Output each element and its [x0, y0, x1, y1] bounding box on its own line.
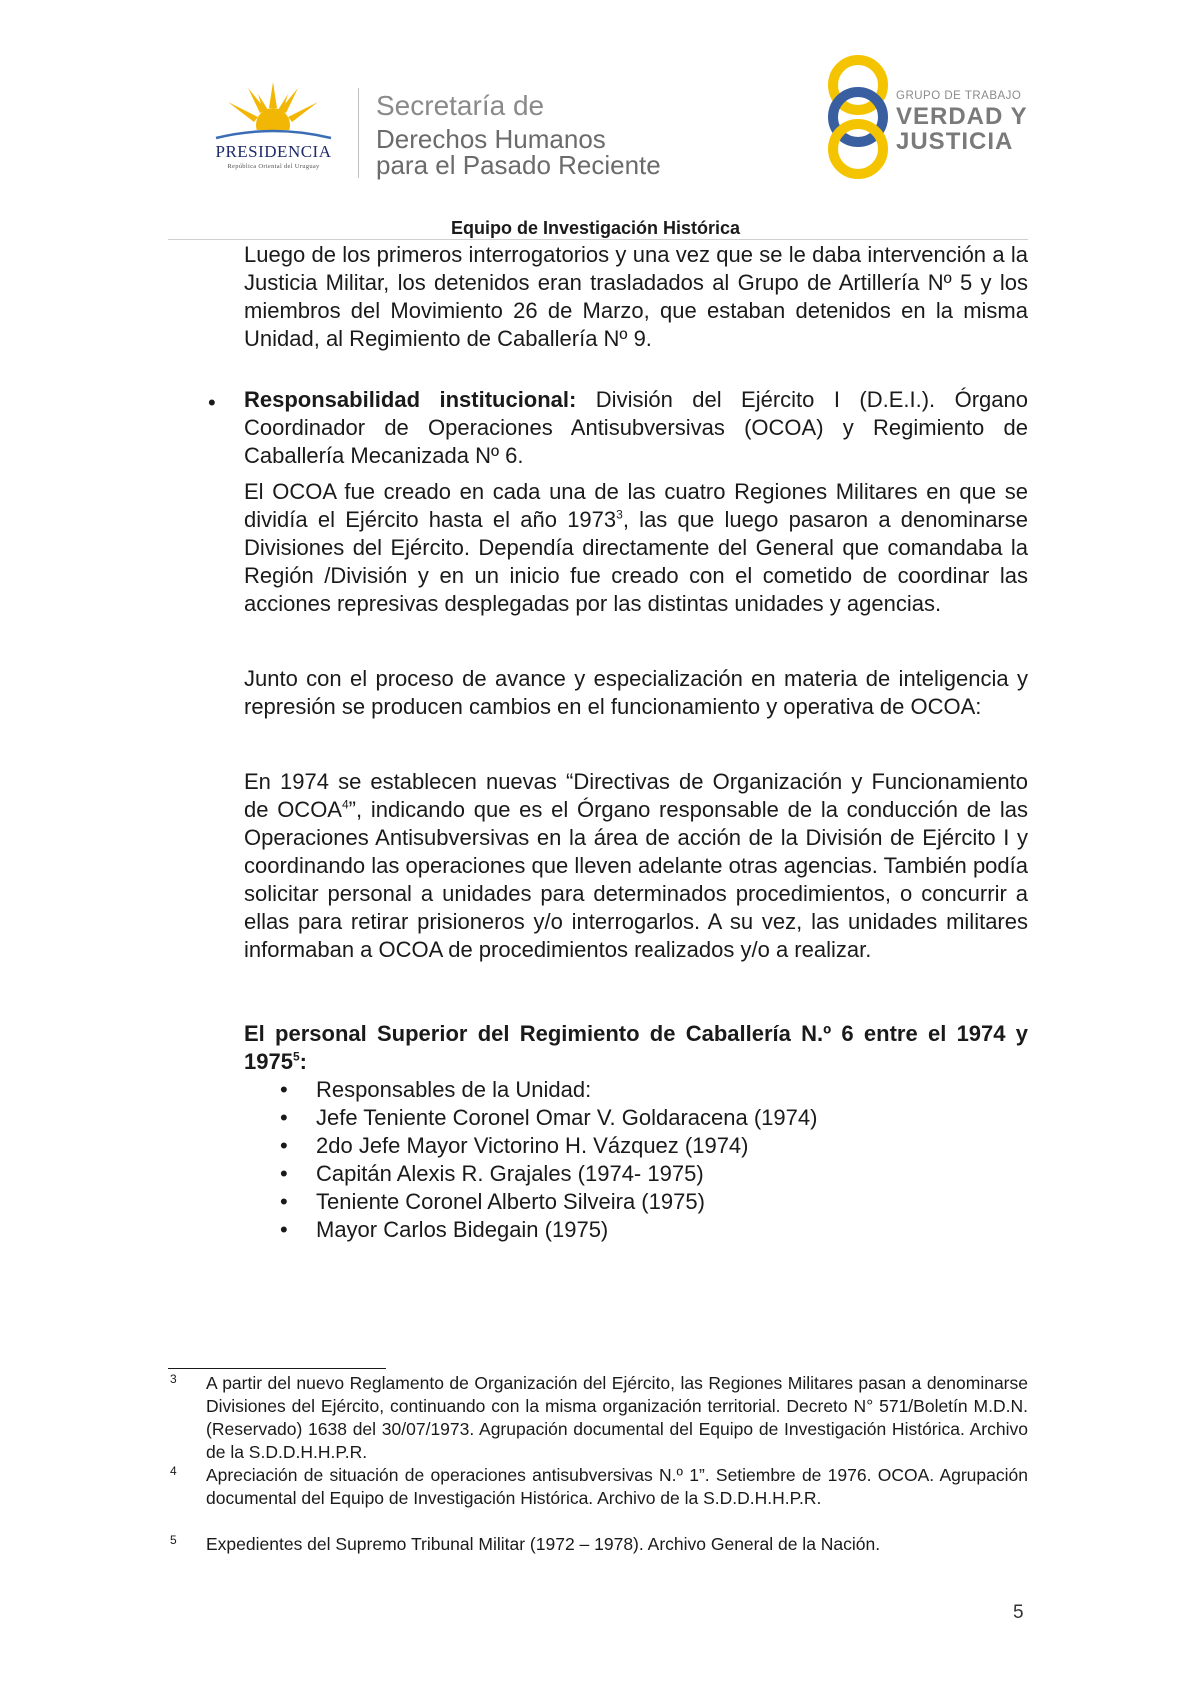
- list-item: [280, 1076, 591, 1104]
- page-number: 5: [1013, 1602, 1024, 1623]
- footnote-ref-3: 3: [616, 507, 623, 522]
- footnote-5-text: Expedientes del Supremo Tribunal Militar (1972 – 1978). Archivo General de la Nación.: [206, 1534, 881, 1554]
- presidencia-wordmark: PRESIDENCIA: [215, 142, 332, 161]
- footnote-3-number: 3: [170, 1372, 177, 1386]
- list-item: [280, 1160, 704, 1188]
- list-item-text: Responsables de la Unidad:: [316, 1077, 592, 1102]
- header-rule: [168, 239, 1028, 240]
- footnote-separator: [168, 1368, 386, 1369]
- footnote-4-text: Apreciación de situación de operaciones antisubversivas N.º 1”. Setiembre de 1976. OCOA. Agrupación documental del Equipo de Investigación Histórica. Archivo de la S.D.D.H.H.P.R.: [206, 1465, 1028, 1508]
- list-item: [280, 1104, 817, 1132]
- secretaria-line-3: para el Pasado Reciente: [376, 150, 661, 180]
- interlocked-rings-icon: [822, 55, 894, 180]
- paragraph-2-part-a: El OCOA fue creado en cada una de las cuatro Regiones Militares en que se dividía el Ejército hasta el año 1973: [244, 479, 1028, 532]
- list-item-text: Mayor Carlos Bidegain (1975): [316, 1217, 609, 1242]
- footnote-3-text: A partir del nuevo Reglamento de Organización del Ejército, las Regiones Militares pasan a denominarse Divisiones del Ejército, continuando con la misma organización territorial. Decreto N° 571/Boletín M.D.N. (Reservado) 1638 del 30/07/1973. Agrupación documental del Equipo de Investigación Histórica. Archivo de la S.D.D.H.H.P.R.: [206, 1373, 1028, 1462]
- paragraph-4: [244, 768, 1028, 964]
- paragraph-4-part-a: En 1974 se establecen nuevas “Directivas de Organización y Funcionamiento de OCOA: [244, 769, 1028, 822]
- vyj-title-line-1: VERDAD Y: [896, 103, 1028, 130]
- list-bullet: •: [280, 1189, 288, 1214]
- paragraph-4-part-b: ”, indicando que es el Órgano responsable de la conducción de las Operaciones Antisubversivas en la área de acción de la División de Ejército I y coordinando las operaciones que lleven adelante otras agencias. También podía solicitar personal a unidades para determinados procedimientos, o concurrir a ellas para retirar prisioneros y/o interrogarlos. A su vez, las unidades militares informaban a OCOA de procedimientos realizados y/o a realizar.: [244, 797, 1029, 962]
- list-item: [280, 1216, 608, 1244]
- secretaria-line-1: Secretaría de: [376, 90, 545, 121]
- header-divider: [358, 88, 359, 178]
- personnel-heading-colon: :: [299, 1049, 307, 1074]
- list-item-text: 2do Jefe Mayor Victorino H. Vázquez (1974): [316, 1133, 749, 1158]
- presidencia-logo: [196, 80, 356, 180]
- secretaria-line-2: Derechos Humanos: [376, 124, 606, 154]
- list-bullet: •: [280, 1133, 288, 1158]
- paragraph-2-part-b: , las que luego pasaron a denominarse Divisiones del Ejército. Dependía directamente del General que comandaba la Región /División y en un inicio fue creado con el cometido de coordinar las acciones represivas desplegadas por las distintas unidades y agencias.: [244, 507, 1028, 616]
- list-item-text: Teniente Coronel Alberto Silveira (1975): [316, 1189, 705, 1214]
- bullet-text: División del Ejército I (D.E.I.). Órgano Coordinador de Operaciones Antisubversivas (OCOA) y Regimiento de Caballería Mecanizada Nº 6.: [244, 387, 1028, 468]
- verdad-justicia-logo: [822, 55, 1028, 180]
- list-bullet: •: [280, 1105, 288, 1130]
- header-title: Equipo de Investigación Histórica: [450, 218, 741, 238]
- sun-emblem-icon: [196, 80, 351, 142]
- paragraph-3: Junto con el proceso de avance y especialización en materia de inteligencia y represión se producen cambios en el funcionamiento y operativa de OCOA:: [244, 666, 1028, 719]
- bullet-marker: •: [208, 390, 216, 415]
- footnote-4-number: 4: [170, 1464, 177, 1478]
- list-bullet: •: [280, 1217, 288, 1242]
- list-item-text: Capitán Alexis R. Grajales (1974- 1975): [316, 1161, 704, 1186]
- footnote-5-number: 5: [170, 1533, 177, 1547]
- personnel-heading: [244, 1020, 1028, 1076]
- list-bullet: •: [280, 1161, 288, 1186]
- vyj-subtitle: GRUPO DE TRABAJO: [896, 90, 1022, 102]
- bullet-label: Responsabilidad institucional:: [244, 387, 577, 412]
- list-item: [280, 1188, 705, 1216]
- presidencia-subtitle: República Oriental del Uruguay: [227, 163, 320, 170]
- footnote-ref-5: 5: [292, 1049, 300, 1064]
- bullet-paragraph: [244, 386, 1028, 470]
- list-item-text: Jefe Teniente Coronel Omar V. Goldaracena (1974): [316, 1105, 818, 1130]
- list-item: [280, 1132, 749, 1160]
- vyj-title-line-2: JUSTICIA: [896, 128, 1014, 155]
- personnel-heading-text: El personal Superior del Regimiento de Caballería N.º 6 entre el 1974 y 1975: [244, 1021, 1028, 1074]
- paragraph-1: Luego de los primeros interrogatorios y una vez que se le daba intervención a la Justicia Militar, los detenidos eran trasladados al Grupo de Artillería Nº 5 y los miembros del Movimiento 26 de Marzo, que estaban detenidos en la misma Unidad, al Regimiento de Caballería Nº 9.: [244, 242, 1028, 351]
- list-bullet: •: [280, 1077, 288, 1102]
- footnote-ref-4: 4: [341, 797, 349, 812]
- paragraph-2: [244, 478, 1028, 618]
